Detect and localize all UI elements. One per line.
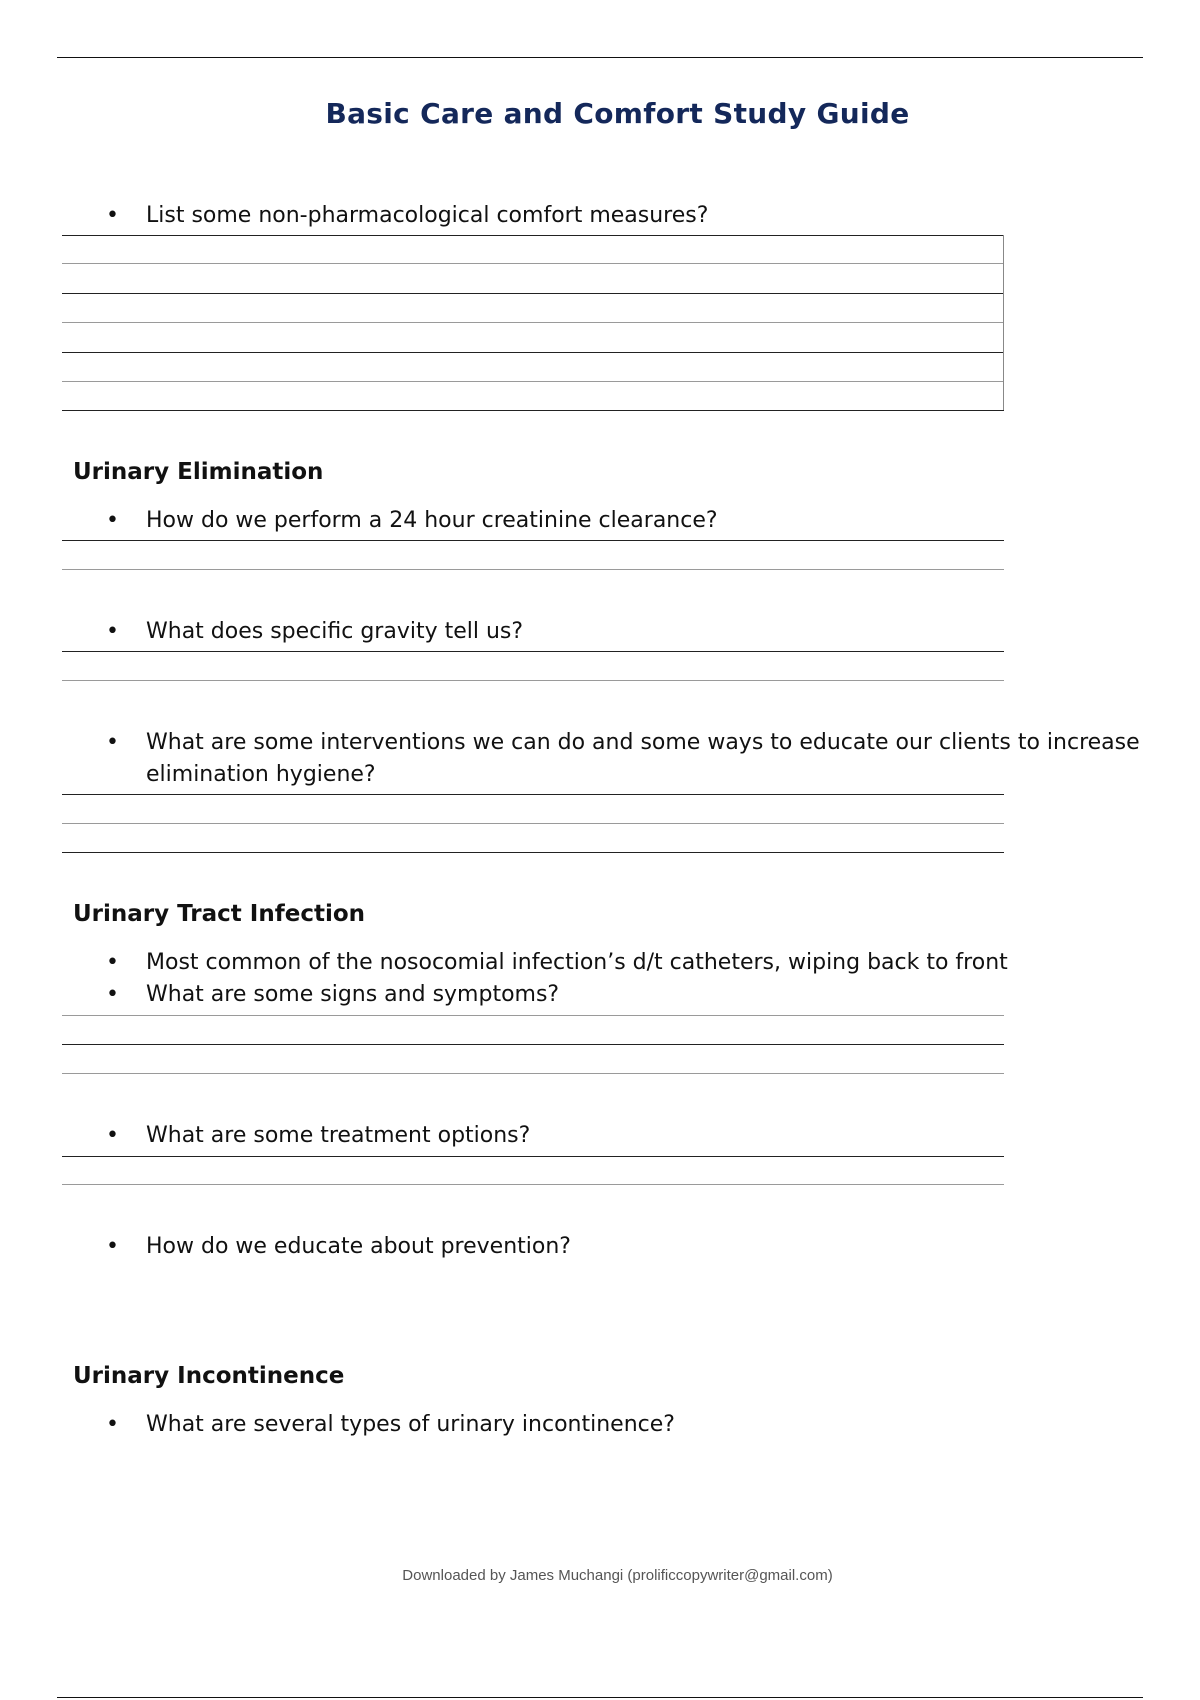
answer-line[interactable]	[62, 263, 1004, 264]
bullet-icon: •	[106, 1234, 119, 1259]
page-title: Basic Care and Comfort Study Guide	[325, 97, 910, 130]
question-text: What does specific gravity tell us?	[146, 619, 524, 644]
answer-line[interactable]	[62, 293, 1004, 294]
question-text: What are some treatment options?	[146, 1123, 531, 1148]
bullet-icon: •	[106, 1123, 119, 1148]
answer-line[interactable]	[62, 235, 1004, 236]
section-heading-urinary-incontinence: Urinary Incontinence	[73, 1363, 345, 1389]
answer-line[interactable]	[62, 1156, 1004, 1157]
answer-line[interactable]	[62, 1184, 1004, 1185]
bullet-icon: •	[106, 730, 119, 755]
answer-line[interactable]	[62, 352, 1004, 353]
question-text: What are some interventions we can do and some ways to educate our clients to increase elimination hygiene?	[146, 730, 1140, 787]
question-text: What are several types of urinary incontinence?	[146, 1412, 675, 1437]
question-text: How do we educate about prevention?	[146, 1234, 571, 1259]
bullet-icon: •	[106, 508, 119, 533]
section-heading-urinary-elimination: Urinary Elimination	[73, 459, 324, 485]
bullet-icon: •	[106, 203, 119, 228]
answer-line[interactable]	[62, 381, 1004, 382]
bullet-icon: •	[106, 1412, 119, 1437]
answer-line[interactable]	[62, 569, 1004, 570]
answer-line[interactable]	[62, 322, 1004, 323]
bottom-rule	[57, 1697, 1143, 1698]
section-heading-urinary-tract-infection: Urinary Tract Infection	[73, 901, 366, 927]
bullet-icon: •	[106, 982, 119, 1007]
answer-line[interactable]	[62, 540, 1004, 541]
question-text: What are some signs and symptoms?	[146, 982, 560, 1007]
answer-line[interactable]	[62, 794, 1004, 795]
answer-line[interactable]	[62, 410, 1004, 411]
bullet-icon: •	[106, 950, 119, 975]
bullet-text: Most common of the nosocomial infection’s d/t catheters, wiping back to front	[146, 950, 1008, 975]
top-rule	[57, 57, 1143, 58]
answer-line[interactable]	[62, 1044, 1004, 1045]
answer-line[interactable]	[62, 651, 1004, 652]
answer-line[interactable]	[62, 823, 1004, 824]
answer-box-border	[1003, 235, 1004, 410]
answer-line[interactable]	[62, 1073, 1004, 1074]
answer-line[interactable]	[62, 1015, 1004, 1016]
question-text: How do we perform a 24 hour creatinine clearance?	[146, 508, 718, 533]
download-footer: Downloaded by James Muchangi (prolificcopywriter@gmail.com)	[402, 1567, 833, 1584]
answer-line[interactable]	[62, 680, 1004, 681]
question-text: List some non-pharmacological comfort measures?	[146, 203, 709, 228]
bullet-icon: •	[106, 619, 119, 644]
answer-line[interactable]	[62, 852, 1004, 853]
